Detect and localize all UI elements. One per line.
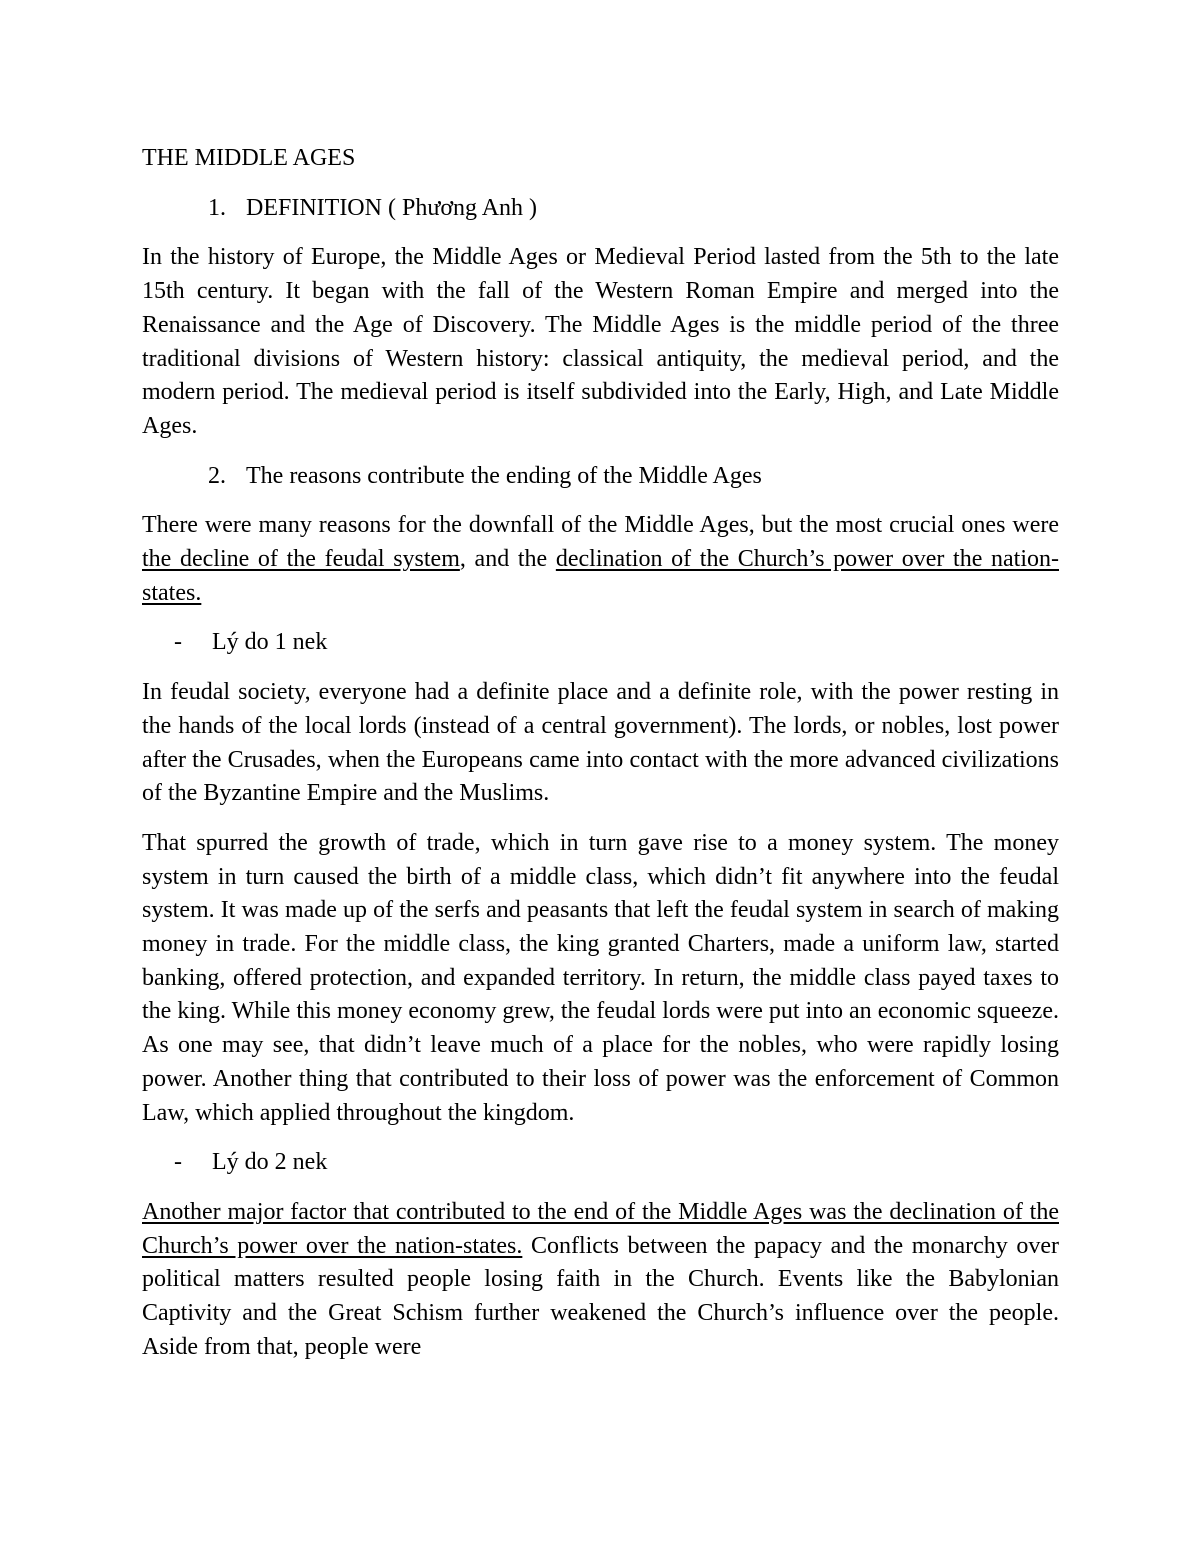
section-1-heading (142, 192, 1059, 226)
reason-1-label: Lý do 1 nek (212, 629, 328, 656)
reason-1-paragraph-1: In feudal society, everyone had a definite place and a definite role, with the power resting in the hands of the local lords (instead of a central government). The lords, or nobles, lost power after the Crusades, when the Europeans came into contact with the more advanced civilizations of the Byzantine Empire and the Muslims. (142, 679, 1059, 807)
reason-1-paragraph-2: That spurred the growth of trade, which in turn gave rise to a money system. The money system in turn caused the birth of a middle class, which didn’t fit anywhere into the feudal system. It was made up of the serfs and peasants that left the feudal system in search of making money in trade. For the middle class, the king granted Charters, made a uniform law, started banking, offered protection, and expanded territory. In return, the middle class payed taxes to the king. While this money economy grew, the feudal lords were put into an economic squeeze. As one may see, that didn’t leave much of a place for the nobles, who were rapidly losing power. Another thing that contributed to their loss of power was the enforcement of Common Law, which applied throughout the kingdom. (142, 829, 1059, 1126)
reason-1-dash: - (174, 629, 182, 656)
reason-2-rest-text: Conflicts between the papacy and the monarchy over political matters resulted people losing faith in the Church. Events like the Babylonian Captivity and the Great Schism further weakened the Church’s influence over the people. Aside from that, people were (142, 1232, 1060, 1360)
section-2-heading (142, 460, 1059, 494)
intro-text-middle: , and the (459, 546, 556, 573)
section-1-number: 1. (208, 194, 226, 221)
reasons-intro-paragraph (142, 509, 1059, 610)
section-2-heading-text: The reasons contribute the ending of the Middle Ages (246, 462, 762, 489)
intro-underline-feudal: the decline of the feudal system (142, 546, 460, 573)
section-1-heading-text: DEFINITION ( Phương Anh ) (246, 194, 538, 221)
reason-2-underlined-text: Another major factor that contributed to the end of the Middle Ages was the declination of the Church’s power over the nation-states. (142, 1198, 1059, 1259)
reason-1-bullet (142, 626, 1059, 660)
definition-paragraph: In the history of Europe, the Middle Ages or Medieval Period lasted from the 5th to the late 15th century. It began with the fall of the Western Roman Empire and merged into the Renaissance and the Age of Discovery. The Middle Ages is the middle period of the three traditional divisions of Western history: classical antiquity, the medieval period, and the modern period. The medieval period is itself subdivided into the Early, High, and Late Middle Ages. (142, 244, 1059, 439)
document-title: THE MIDDLE AGES (142, 145, 356, 171)
document-content (142, 142, 1059, 1381)
reason-2-paragraph (142, 1196, 1059, 1365)
section-2-number: 2. (208, 462, 226, 489)
intro-text-before: There were many reasons for the downfall of the Middle Ages, but the most crucial ones were (142, 512, 1059, 539)
reason-2-bullet (142, 1146, 1059, 1180)
reason-2-dash: - (174, 1149, 182, 1176)
reason-2-label: Lý do 2 nek (212, 1149, 328, 1176)
intro-underline-church: declination of the Church’s power over the nation-states. (142, 546, 1059, 606)
